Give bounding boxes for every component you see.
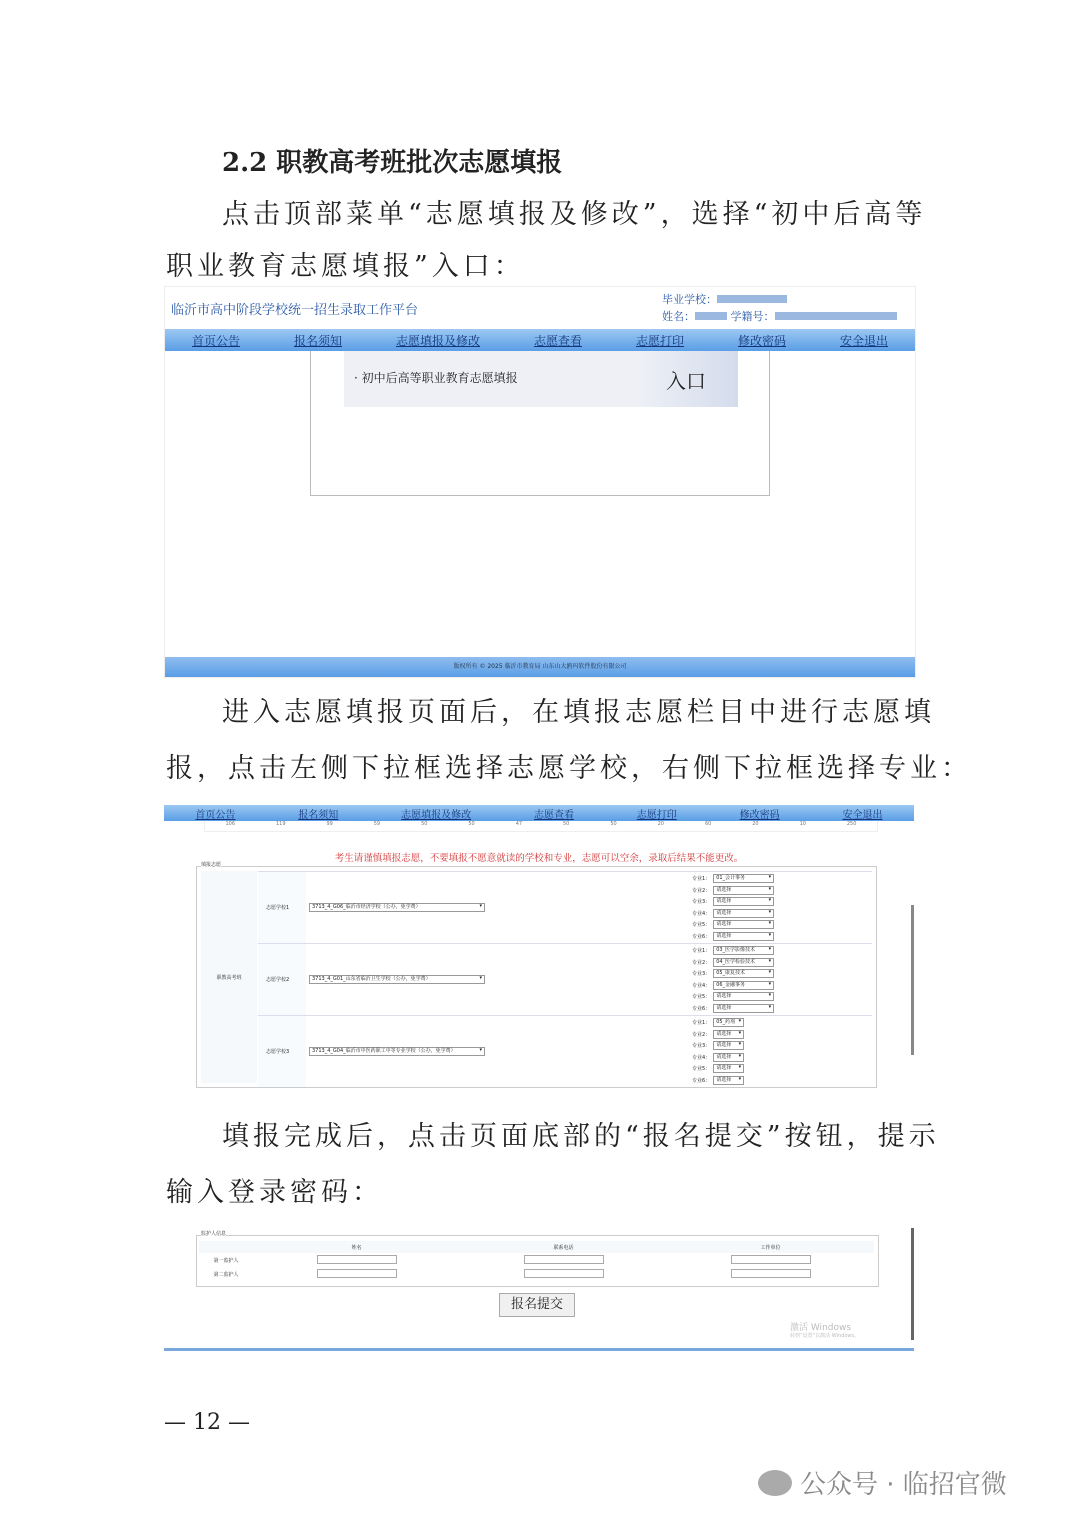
nav-password[interactable]: 修改密码 [737, 333, 786, 348]
nav-fill[interactable]: 志愿填报及修改 [395, 333, 480, 348]
major-label: 专业4： [692, 982, 711, 989]
school-block [258, 1015, 872, 1087]
plan-number: 106 [225, 821, 236, 827]
fieldset-legend: 填报志愿 [201, 862, 222, 868]
major-select[interactable]: 请选择 ▾ [713, 1041, 744, 1050]
paragraph-1-line-1: 点击顶部菜单“志愿填报及修改”，选择“初中后高等 [222, 199, 927, 230]
major-select[interactable]: 03_医学影像技术 ▾ [713, 946, 774, 955]
entry-item: · 初中后高等职业教育志愿填报 [354, 371, 518, 385]
paragraph-1-line-2: 职业教育志愿填报”入口： [166, 251, 525, 282]
major-label: 专业6： [692, 933, 711, 940]
plan-number: 47 [515, 821, 523, 827]
plan-number: 60 [704, 821, 712, 827]
school-label: 志愿学校2 [258, 944, 306, 1015]
nav-logout[interactable]: 安全退出 [839, 333, 888, 348]
major-select[interactable]: 请选择 ▾ [713, 1053, 744, 1062]
major-select[interactable]: 请选择 ▾ [713, 909, 774, 918]
col-name: 姓名 [351, 1244, 362, 1251]
screenshot-submit-page [164, 1228, 914, 1351]
nav-view[interactable]: 志愿查看 [533, 809, 574, 821]
school-select[interactable]: 3713_4_G01_山东省临沂卫生学校（公办，免学费） ▾ [309, 975, 485, 984]
major-select[interactable]: 请选择 ▾ [713, 1064, 744, 1073]
page-number: — 12 — [164, 1410, 250, 1435]
col-phone: 联系电话 [553, 1244, 574, 1251]
major-select[interactable]: 请选择 ▾ [713, 1030, 744, 1039]
nav-print[interactable]: 志愿打印 [636, 809, 677, 821]
major-label: 专业1： [692, 948, 711, 955]
major-select[interactable]: 05_药剂 ▾ [713, 1018, 744, 1027]
nav-home[interactable]: 首页公告 [191, 333, 240, 348]
wechat-icon [758, 1470, 792, 1496]
school-label: 志愿学校3 [258, 1016, 306, 1087]
major-label: 专业2： [692, 887, 711, 894]
paragraph-3-line-2: 输入登录密码： [166, 1177, 383, 1208]
paragraph-2-line-2: 报，点击左侧下拉框选择志愿学校，右侧下拉框选择专业： [166, 753, 972, 784]
major-select[interactable]: 请选择 ▾ [713, 897, 774, 906]
major-label: 专业2： [692, 1031, 711, 1038]
plan-number: 50 [563, 821, 570, 827]
plan-number: 20 [752, 821, 759, 827]
guardian2-name-input[interactable] [317, 1269, 397, 1278]
section-heading: 2.2 职教高考班批次志愿填报 [222, 148, 563, 178]
nav-print[interactable]: 志愿打印 [635, 333, 684, 348]
major-select[interactable]: 05_康复技术 ▾ [713, 969, 774, 978]
scrollbar[interactable] [911, 905, 914, 1055]
nav-fill[interactable]: 志愿填报及修改 [401, 809, 472, 821]
paragraph-3-line-1: 填报完成后，点击页面底部的“报名提交”按钮，提示 [222, 1121, 940, 1152]
fill-fieldset [196, 862, 877, 1088]
top-nav [165, 329, 915, 351]
major-select[interactable]: 请选择 ▾ [713, 932, 774, 941]
windows-watermark-sub: 转到“设置”以激活 Windows。 [790, 1333, 860, 1339]
screenshot-fill-page [164, 805, 914, 1090]
windows-watermark: 激活 Windows [790, 1323, 852, 1333]
major-select[interactable]: 06_金融事务 ▾ [713, 981, 774, 990]
major-label: 专业2： [692, 959, 711, 966]
school-select[interactable]: 3713_4_G06_临沂市经济学校（公办，免学费） ▾ [309, 903, 485, 912]
guardian1-name-input[interactable] [317, 1255, 397, 1264]
warning-text: 考生请谨慎填报志愿，不要填报不愿意就读的学校和专业，志愿可以空余，录取后结果不能更改。 [334, 853, 744, 864]
nav-home[interactable]: 首页公告 [195, 809, 236, 821]
plan-numbers-row [204, 821, 878, 832]
major-select[interactable]: 请选择 ▾ [713, 1004, 774, 1013]
guardian-fieldset [196, 1231, 879, 1287]
plan-number: 20 [657, 821, 664, 827]
entry-button[interactable]: 入口 [638, 351, 738, 407]
plan-number: 119 [275, 821, 286, 827]
scrollbar[interactable] [911, 1228, 914, 1340]
platform-title: 临沂市高中阶段学校统一招生录取工作平台 [171, 303, 419, 318]
major-label: 专业6： [692, 1005, 711, 1012]
guardian2-phone-input[interactable] [524, 1269, 604, 1278]
major-label: 专业6： [692, 1077, 711, 1084]
plan-number: 50 [421, 821, 428, 827]
school-block [258, 943, 872, 1015]
major-select[interactable]: 04_医学检验技术 ▾ [713, 958, 774, 967]
guardian-legend: 监护人信息 [201, 1231, 227, 1237]
major-label: 专业1： [692, 876, 711, 883]
major-label: 专业3： [692, 1043, 711, 1050]
plan-number: 250 [846, 821, 857, 827]
plan-number: 99 [326, 821, 333, 827]
major-select[interactable]: 请选择 ▾ [713, 920, 774, 929]
school-block [258, 871, 872, 943]
top-nav-2 [164, 805, 914, 821]
nav-password[interactable]: 修改密码 [739, 809, 780, 821]
platform-header [165, 287, 915, 329]
nav-view[interactable]: 志愿查看 [533, 333, 582, 348]
nav-logout[interactable]: 安全退出 [842, 809, 883, 821]
col-work: 工作单位 [760, 1244, 781, 1251]
plan-number: 50 [610, 821, 617, 827]
guardian1-work-input[interactable] [731, 1255, 811, 1264]
school-label: 毕业学校： [662, 293, 717, 306]
major-select[interactable]: 请选择 ▾ [713, 992, 774, 1001]
id-label: 学籍号： [730, 310, 775, 323]
school-label: 志愿学校1 [258, 872, 306, 943]
plan-number: 50 [468, 821, 475, 827]
major-select[interactable]: 请选择 ▾ [713, 886, 774, 895]
row-guardian-1: 第一监护人 [213, 1257, 239, 1264]
major-label: 专业3： [692, 971, 711, 978]
row-guardian-2: 第二监护人 [213, 1271, 239, 1278]
paragraph-2-line-1: 进入志愿填报页面后，在填报志愿栏目中进行志愿填 [222, 697, 935, 728]
entry-panel [310, 351, 770, 496]
major-label: 专业4： [692, 1054, 711, 1061]
wechat-account: 公众号 · 临招官微 [800, 1470, 1007, 1500]
nav-notice[interactable]: 报名须知 [293, 333, 342, 348]
name-label: 姓名： [662, 310, 695, 323]
major-select[interactable]: 01_会计事务 ▾ [713, 874, 774, 883]
screenshot-entry-page [164, 286, 916, 678]
school-select[interactable]: 3713_4_G04_临沂市中医药职工中等专业学校（公办，免学费） ▾ [309, 1047, 485, 1056]
plan-number: 10 [799, 821, 806, 827]
major-label: 专业5： [692, 994, 711, 1001]
major-select[interactable]: 请选择 ▾ [713, 1076, 744, 1085]
nav-notice[interactable]: 报名须知 [298, 809, 339, 821]
platform-footer: 版权所有 © 2025 临沂市教育局 山东山大鸥玛软件股份有限公司 [165, 657, 915, 677]
guardian2-work-input[interactable] [731, 1269, 811, 1278]
batch-label: 职教高考班 [201, 871, 257, 1083]
major-label: 专业4： [692, 910, 711, 917]
guardian1-phone-input[interactable] [524, 1255, 604, 1264]
major-label: 专业5： [692, 1066, 711, 1073]
major-label: 专业3： [692, 899, 711, 906]
major-label: 专业1： [692, 1020, 711, 1027]
major-label: 专业5： [692, 922, 711, 929]
submit-button[interactable]: 报名提交 [499, 1293, 575, 1317]
plan-number: 59 [373, 821, 381, 827]
wechat-watermark [758, 1464, 1007, 1501]
